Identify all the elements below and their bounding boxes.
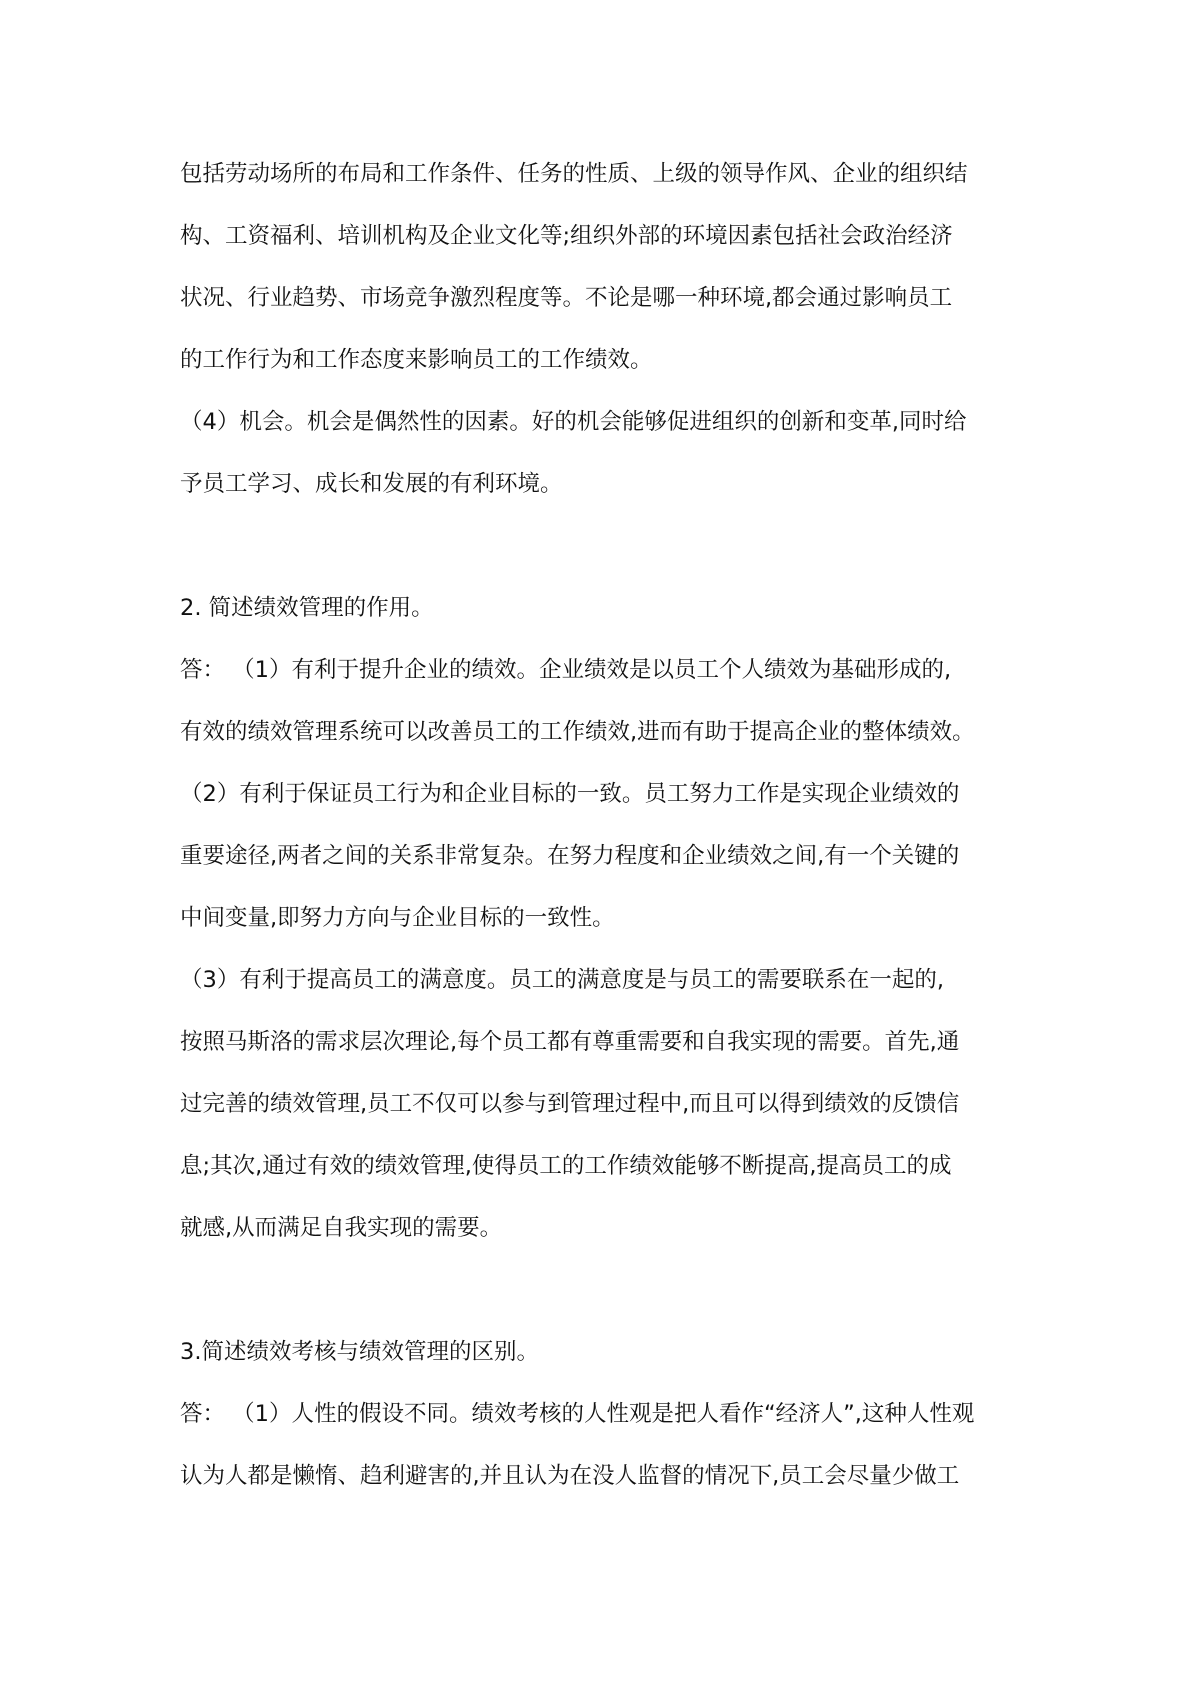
text-line: （4）机会。机会是偶然性的因素。好的机会能够促进组织的创新和变革,同时给 [180,409,967,435]
text-line: 认为人都是懒惰、趋利避害的,并且认为在没人监督的情况下,员工会尽量少做工 [180,1463,960,1489]
text-line: 就感,从而满足自我实现的需要。 [180,1215,503,1241]
text-line: 中间变量,即努力方向与企业目标的一致性。 [180,905,615,931]
text-line: 包括劳动场所的布局和工作条件、任务的性质、上级的领导作风、企业的组织结 [180,161,968,187]
text-line: 予员工学习、成长和发展的有利环境。 [180,471,563,497]
question-3-heading: 3.简述绩效考核与绩效管理的区别。 [180,1339,539,1365]
paragraph-gap [180,529,1030,591]
page-content [180,157,1030,1521]
text-line: 重要途径,两者之间的关系非常复杂。在努力程度和企业绩效之间,有一个关键的 [180,843,960,869]
paragraph-environment-factors [180,157,1030,529]
text-line: 息;其次,通过有效的绩效管理,使得员工的工作绩效能够不断提高,提高员工的成 [180,1153,952,1179]
question-2-heading: 2. 简述绩效管理的作用。 [180,595,434,621]
text-line: 的工作行为和工作态度来影响员工的工作绩效。 [180,347,653,373]
text-line: 按照马斯洛的需求层次理论,每个员工都有尊重需要和自我实现的需要。首先,通 [180,1029,960,1055]
text-line: （2）有利于保证员工行为和企业目标的一致。员工努力工作是实现企业绩效的 [180,781,960,807]
question-2-section [180,591,1030,1273]
text-line: 构、工资福利、培训机构及企业文化等;组织外部的环境因素包括社会政治经济 [180,223,953,249]
text-line: （3）有利于提高员工的满意度。员工的满意度是与员工的需要联系在一起的, [180,967,944,993]
paragraph-gap [180,1273,1030,1335]
question-3-section [180,1335,1030,1521]
text-line: 答： （1）人性的假设不同。绩效考核的人性观是把人看作“经济人”,这种人性观 [180,1401,975,1427]
text-line: 答： （1）有利于提升企业的绩效。企业绩效是以员工个人绩效为基础形成的, [180,657,952,683]
text-line: 有效的绩效管理系统可以改善员工的工作绩效,进而有助于提高企业的整体绩效。 [180,719,975,745]
text-line: 状况、行业趋势、市场竞争激烈程度等。不论是哪一种环境,都会通过影响员工 [180,285,953,311]
text-line: 过完善的绩效管理,员工不仅可以参与到管理过程中,而且可以得到绩效的反馈信 [180,1091,960,1117]
